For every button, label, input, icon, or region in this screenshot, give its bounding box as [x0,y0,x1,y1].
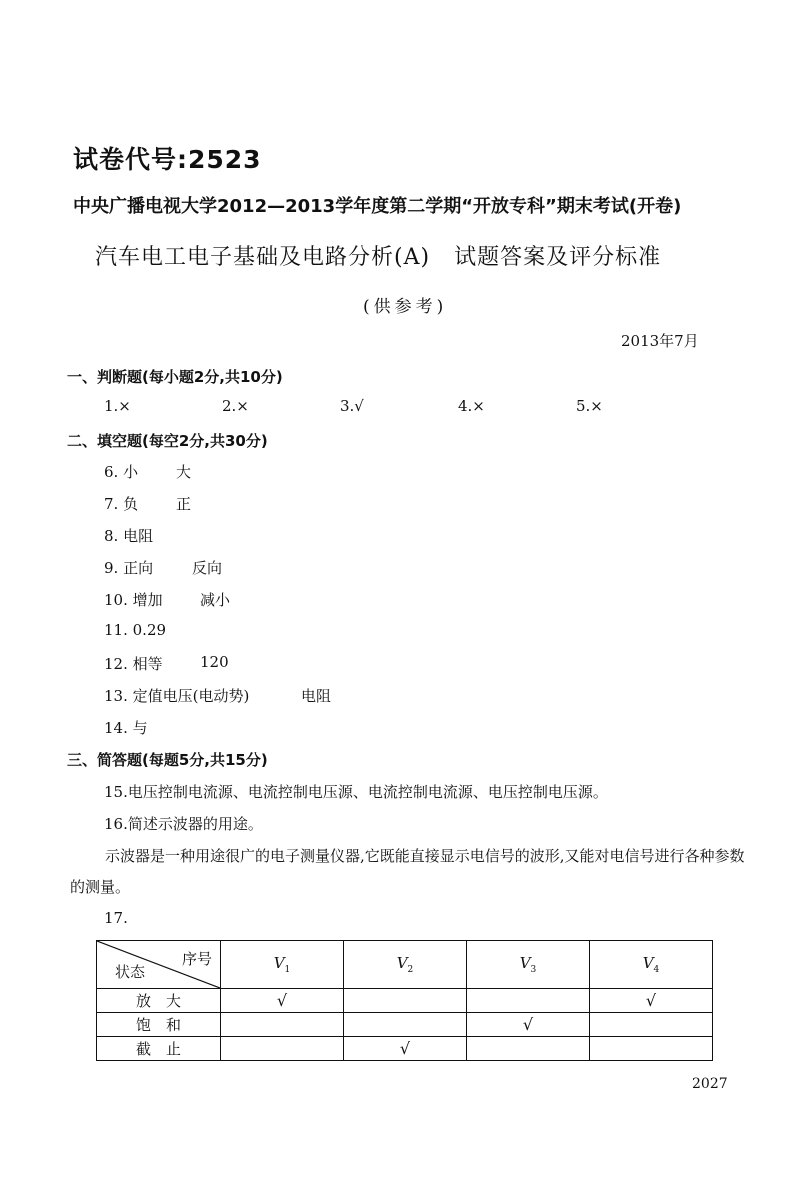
fill-item [104,685,249,706]
table-cell [590,1013,713,1037]
table-row [97,1013,713,1037]
fill-num: 13. [104,687,128,705]
column-header-v1 [221,941,344,989]
fill-answer-b: 减小 [200,591,231,609]
table-row [97,1037,713,1061]
table-cell [590,1037,713,1061]
fill-item [104,493,138,514]
fill-answer-a: 与 [132,719,148,737]
fill-answer-a: 定值电压(电动势) [132,687,250,705]
v-symbol: V [273,954,285,972]
column-header-v2 [344,941,467,989]
tf-answer-2: 2.× [222,397,249,415]
fill-item [104,557,153,578]
fill-num: 14. [104,719,128,737]
table-row [97,989,713,1013]
row-label: 饱 和 [97,1013,221,1037]
v-subscript: 4 [653,965,660,975]
fill-answer-b: 电阻 [301,687,332,705]
fill-answer-a: 增加 [132,591,163,609]
v-symbol: V [396,954,408,972]
q16-answer: 示波器是一种用途很广的电子测量仪器,它既能直接显示电信号的波形,又能对电信号进行各种参数的测量。 [70,847,745,896]
table-cell: √ [344,1037,467,1061]
fill-num: 6. [104,463,119,481]
fill-answer-a: 小 [123,463,139,481]
subject-title [95,240,661,271]
q15-answer: 15.电压控制电流源、电流控制电压源、电流控制电流源、电压控制电压源。 [104,783,608,801]
subject-name: 汽车电工电子基础及电路分析(A) [95,245,431,270]
exam-title: 中央广播电视大学2012—2013学年度第二学期“开放专科”期末考试(开卷) [73,196,682,217]
tf-answer-1: 1.× [104,397,131,415]
table-cell [467,989,590,1013]
fill-answer-a: 电阻 [123,527,154,545]
q17-label: 17. [104,909,128,927]
tf-answer-4: 4.× [458,397,485,415]
section3-title: 三、简答题(每题5分,共15分) [67,751,268,769]
fill-num: 8. [104,527,119,545]
table-cell [344,989,467,1013]
fill-num: 11. [104,621,128,639]
table-cell [344,1013,467,1037]
table-cell [467,1037,590,1061]
reference-note: (供参考) [363,297,448,317]
tf-answer-5: 5.× [576,397,603,415]
row-label: 放 大 [97,989,221,1013]
fill-item [104,589,163,610]
v-subscript: 2 [407,965,414,975]
fill-answer-b: 反向 [192,559,223,577]
page-number: 2027 [692,1076,728,1092]
table-cell [221,1037,344,1061]
table-corner-cell [97,941,221,989]
section1-title: 一、判断题(每小题2分,共10分) [67,368,283,386]
table-header-row [97,941,713,989]
column-header-v3 [467,941,590,989]
tf-answer-3: 3.√ [340,397,364,415]
v-subscript: 1 [284,965,291,975]
fill-item [104,717,148,738]
fill-answer-b: 正 [176,495,192,513]
table-cell: √ [590,989,713,1013]
v-subscript: 3 [530,965,537,975]
corner-top-label: 序号 [181,950,212,968]
fill-answer-b: 大 [176,463,192,481]
fill-answer-a: 相等 [132,655,163,673]
v-symbol: V [642,954,654,972]
section2-title: 二、填空题(每空2分,共30分) [67,432,268,450]
fill-num: 12. [104,655,128,673]
exam-date: 2013年7月 [621,332,699,350]
fill-item [104,621,166,639]
fill-item [104,653,163,674]
transistor-state-table [96,940,713,1061]
table-cell: √ [221,989,344,1013]
column-header-v4 [590,941,713,989]
fill-answer-a: 0.29 [132,621,167,639]
fill-answer-a: 负 [123,495,139,513]
exam-code-title: 试卷代号:2523 [73,145,262,174]
subject-suffix: 试题答案及评分标准 [454,245,662,270]
fill-item [104,461,138,482]
v-symbol: V [519,954,531,972]
fill-num: 7. [104,495,119,513]
fill-answer-a: 正向 [123,559,154,577]
fill-num: 10. [104,591,128,609]
table-cell: √ [467,1013,590,1037]
row-label: 截 止 [97,1037,221,1061]
table-cell [221,1013,344,1037]
fill-item [104,525,153,546]
fill-num: 9. [104,559,119,577]
q16-question: 16.简述示波器的用途。 [104,815,263,833]
corner-bottom-label: 状态 [115,963,146,981]
fill-answer-b: 120 [200,653,229,671]
